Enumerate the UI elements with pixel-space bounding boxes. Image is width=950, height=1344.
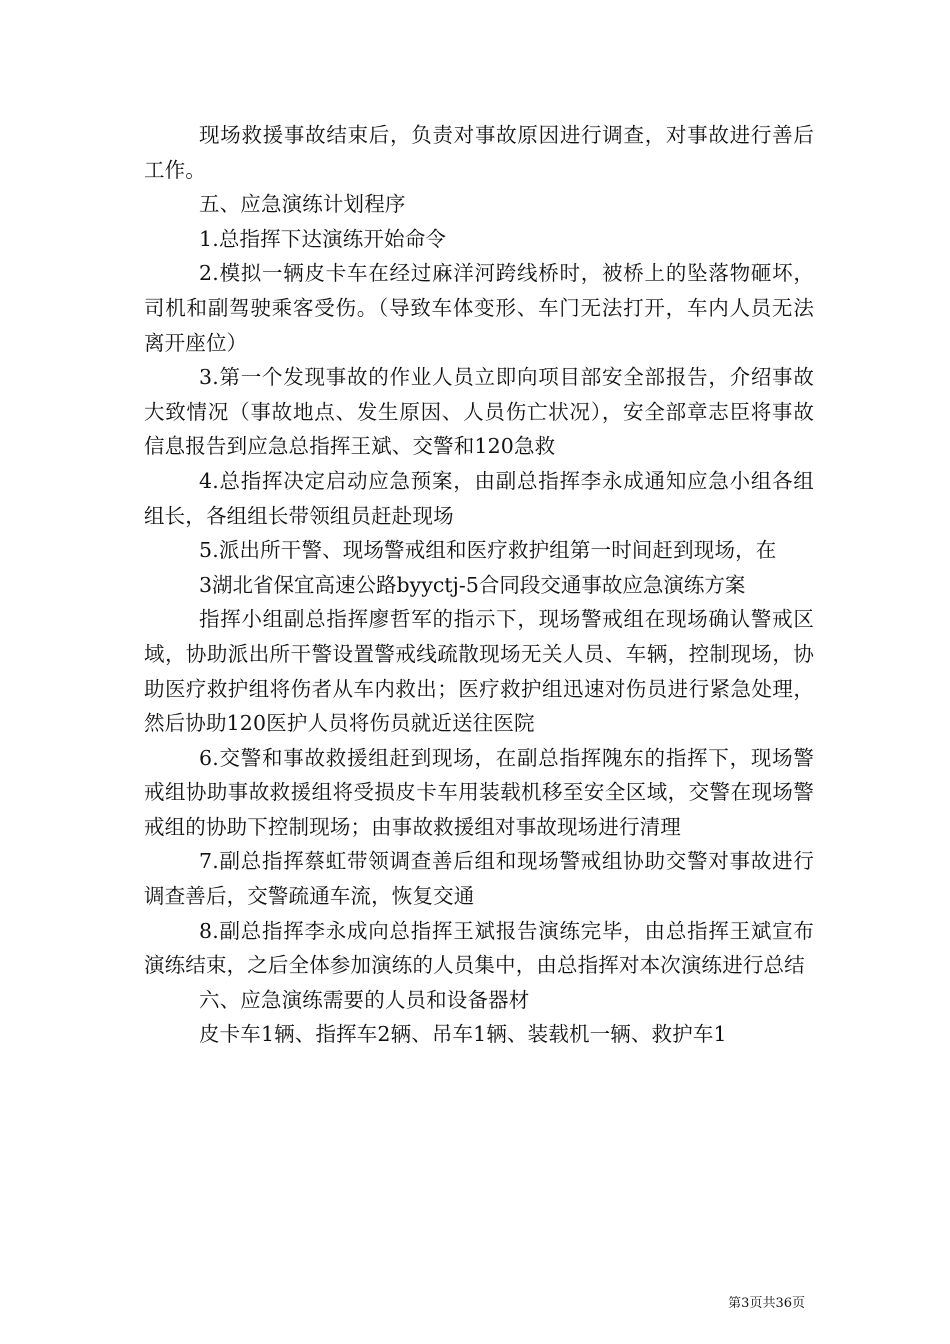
running-header: 3湖北省保宜高速公路byyctj-5合同段交通事故应急演练方案 <box>199 572 746 597</box>
heading-section-5: 五、应急演练计划程序 <box>199 192 406 217</box>
step-5-continued: 指挥小组副总指挥廖哲军的指示下，现场警戒组在现场确认警戒区域，协助派出所干警设置警戒线疏散现场无关人员、车辆，控制现场，协助医疗救护组将伤者从车内救出；医疗救护组迅速对伤员进行紧急处理，然后协助120医护人员将伤员就近送往医院 <box>144 607 814 736</box>
heading-section-6: 六、应急演练需要的人员和设备器材 <box>199 987 530 1012</box>
step-4: 4.总指挥决定启动应急预案，由副总指挥李永成通知应急小组各组组长，各组组长带领组员赶赴现场 <box>144 468 814 528</box>
step-3: 3.第一个发现事故的作业人员立即向项目部安全部报告，介绍事故大致情况（事故地点、发生原因、人员伤亡状况），安全部章志臣将事故信息报告到应急总指挥王斌、交警和120急救 <box>144 365 814 459</box>
step-7: 7.副总指挥蔡虹带领调查善后组和现场警戒组协助交警对事故进行调查善后，交警疏通车流，恢复交通 <box>144 849 814 909</box>
step-6: 6.交警和事故救援组赶到现场，在副总指挥隗东的指挥下，现场警戒组协助事故救援组将受损皮卡车用装载机移至安全区域，交警在现场警戒组的协助下控制现场；由事故救援组对事故现场进行清理 <box>144 745 814 839</box>
step-2: 2.模拟一辆皮卡车在经过麻洋河跨线桥时，被桥上的坠落物砸坏，司机和副驾驶乘客受伤。（导致车体变形、车门无法打开，车内人员无法离开座位） <box>144 261 814 355</box>
para-equipment: 皮卡车1辆、指挥车2辆、吊车1辆、装载机一辆、救护车1 <box>199 1022 727 1047</box>
page-number-footer: 第3页共36页 <box>728 1296 805 1311</box>
step-1: 1.总指挥下达演练开始命令 <box>199 226 447 251</box>
step-5: 5.派出所干警、现场警戒组和医疗救护组第一时间赶到现场，在 <box>199 538 777 563</box>
document-body <box>144 118 814 1052</box>
para-aftermath: 现场救援事故结束后，负责对事故原因进行调查，对事故进行善后工作。 <box>144 123 814 182</box>
step-8: 8.副总指挥李永成向总指挥王斌报告演练完毕，由总指挥王斌宣布演练结束，之后全体参加演练的人员集中，由总指挥对本次演练进行总结 <box>144 918 814 978</box>
